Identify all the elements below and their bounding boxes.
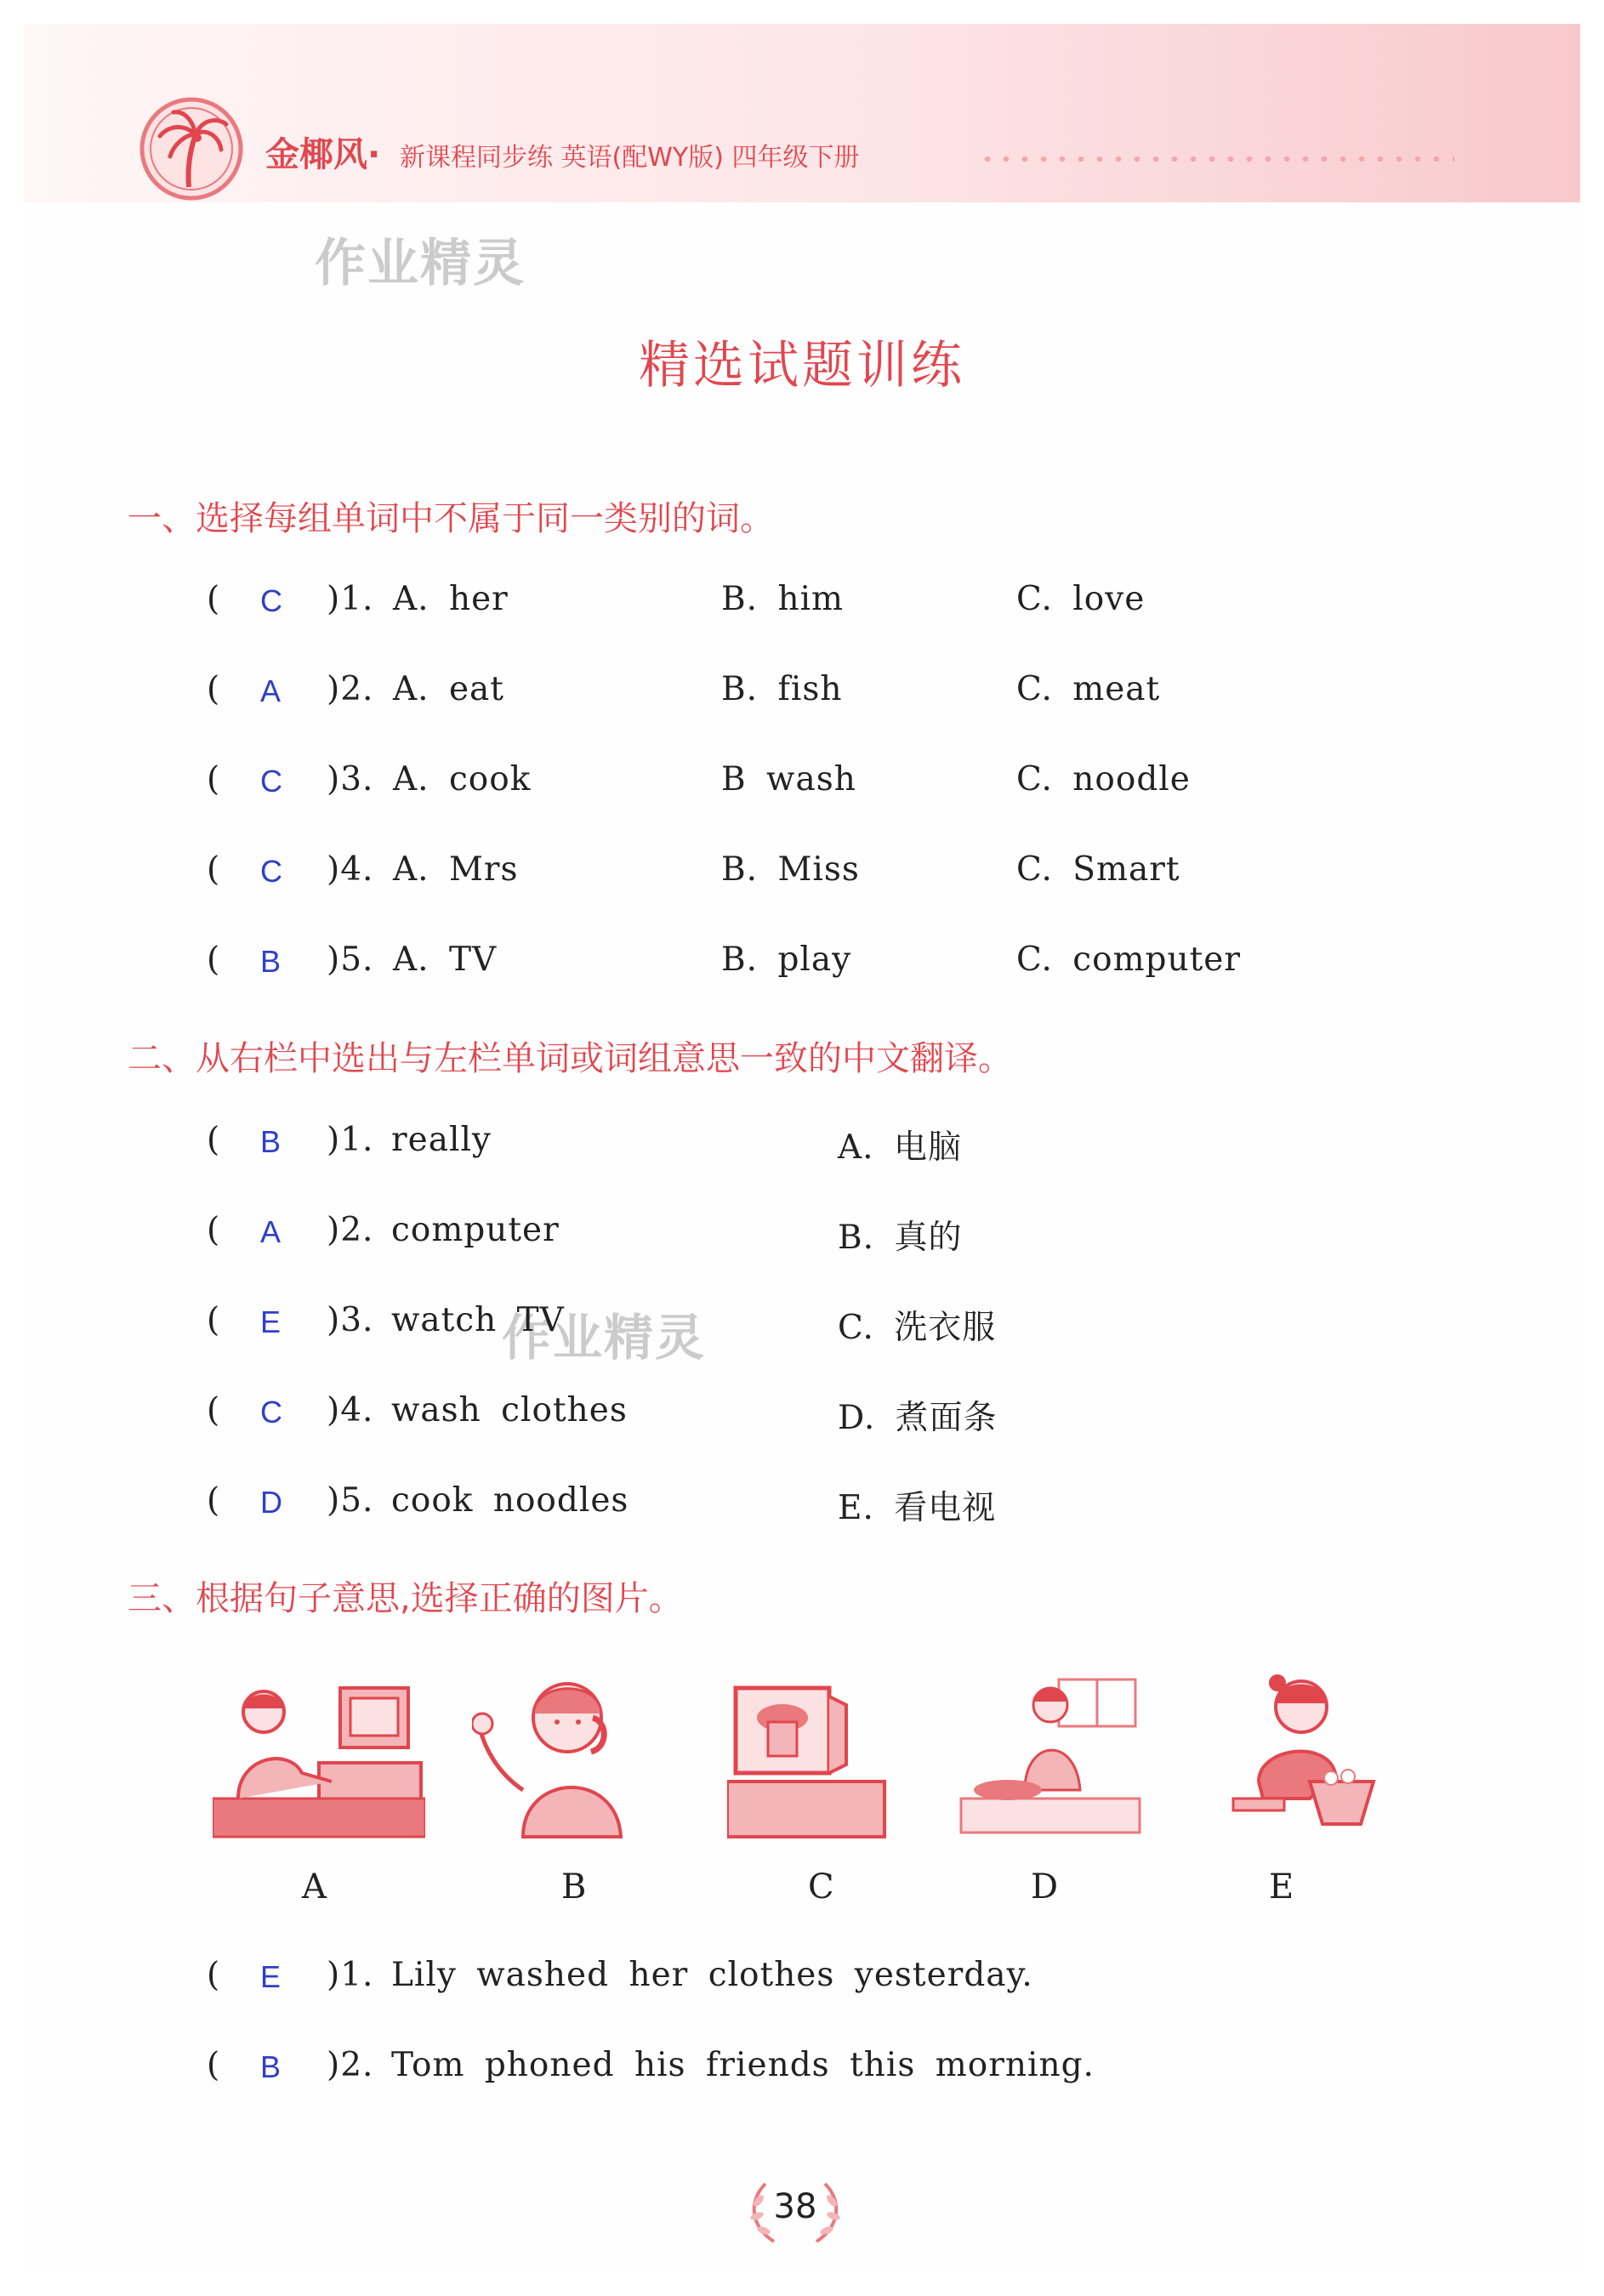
page-number: 38: [773, 2187, 817, 2226]
answer-letter: E: [260, 1304, 282, 1339]
answer-letter: C: [260, 854, 282, 889]
open-paren: (: [207, 760, 220, 798]
chinese-translation: B. 真的: [838, 1219, 963, 1257]
question-number: )2.: [327, 2046, 374, 2084]
section-1-heading: 一、选择每组单词中不属于同一类别的词。: [128, 499, 774, 538]
open-paren: (: [207, 941, 220, 979]
open-paren: (: [207, 850, 220, 889]
answer-letter: C: [260, 1395, 282, 1429]
question-number: )4.: [327, 1391, 374, 1429]
question-number: )3.: [327, 760, 374, 798]
option-c: C. computer: [1016, 941, 1242, 979]
answer-letter: A: [260, 673, 282, 708]
option-c: C. love: [1016, 580, 1146, 618]
answer-letter: E: [260, 1959, 282, 1994]
picture-label: C: [808, 1867, 834, 1907]
coconut-tree-logo-icon: [136, 94, 247, 204]
boy-on-phone-icon: [472, 1671, 642, 1841]
sentence: Tom phoned his friends this morning.: [391, 2046, 1095, 2084]
watermark: 作业精灵: [502, 1309, 707, 1367]
open-paren: (: [207, 2046, 220, 2084]
brand-name: 金椰风·: [265, 135, 381, 174]
answer-letter: B: [260, 2049, 282, 2084]
chinese-translation: E. 看电视: [838, 1489, 997, 1527]
open-paren: (: [207, 1956, 220, 1994]
option-c: C. meat: [1016, 670, 1161, 708]
english-term: watch TV: [391, 1301, 565, 1339]
question-number: )4.: [327, 850, 374, 889]
section-3-heading: 三、根据句子意思,选择正确的图片。: [128, 1579, 683, 1618]
open-paren: (: [207, 1121, 220, 1159]
question-number: )3.: [327, 1301, 374, 1339]
english-term: wash clothes: [391, 1391, 628, 1429]
header-band: [24, 24, 1580, 202]
option-a: A. cook: [393, 760, 532, 798]
open-paren: (: [207, 580, 220, 618]
page-title: 精选试题训练: [639, 336, 965, 395]
answer-letter: B: [260, 1124, 282, 1159]
woman-cooking-icon: [957, 1671, 1144, 1841]
tv-icon: [727, 1671, 889, 1841]
chinese-translation: A. 电脑: [838, 1128, 962, 1167]
chinese-translation: C. 洗衣服: [838, 1309, 997, 1347]
option-b: B. him: [721, 580, 845, 618]
girl-washing-clothes-icon: [1225, 1671, 1378, 1841]
answer-letter: C: [260, 764, 282, 798]
question-number: )2.: [327, 670, 374, 708]
open-paren: (: [207, 670, 220, 708]
picture-label: D: [1031, 1867, 1059, 1907]
question-number: )1.: [327, 1956, 374, 1994]
boy-at-computer-icon: [213, 1671, 425, 1841]
sentence: Lily washed her clothes yesterday.: [391, 1956, 1033, 1994]
answer-letter: D: [260, 1485, 282, 1520]
header-dots: [978, 156, 1454, 162]
open-paren: (: [207, 1211, 220, 1249]
option-c: C. noodle: [1016, 760, 1191, 798]
chinese-translation: D. 煮面条: [838, 1399, 998, 1437]
option-a: A. eat: [393, 670, 504, 708]
question-number: )5.: [327, 941, 374, 979]
watermark: 作业精灵: [315, 234, 526, 293]
question-number: )2.: [327, 1211, 374, 1249]
answer-letter: A: [260, 1214, 282, 1249]
question-number: )1.: [327, 580, 374, 618]
option-b: B. play: [721, 941, 852, 979]
option-a: A. TV: [393, 941, 498, 979]
open-paren: (: [207, 1481, 220, 1520]
open-paren: (: [207, 1391, 220, 1429]
option-c: C. Smart: [1016, 850, 1180, 889]
option-b: B wash: [721, 760, 856, 798]
english-term: really: [391, 1121, 492, 1159]
option-b: B. Miss: [721, 850, 860, 889]
picture-label: A: [302, 1867, 327, 1907]
picture-label: E: [1269, 1867, 1294, 1907]
english-term: computer: [391, 1211, 560, 1249]
option-b: B. fish: [721, 670, 843, 708]
english-term: cook noodles: [391, 1481, 629, 1520]
picture-label: B: [561, 1867, 587, 1907]
option-a: A. Mrs: [393, 850, 519, 889]
question-number: )1.: [327, 1121, 374, 1159]
open-paren: (: [207, 1301, 220, 1339]
book-series-title: 新课程同步练 英语(配WY版) 四年级下册: [400, 143, 860, 173]
question-number: )5.: [327, 1481, 374, 1520]
answer-letter: C: [260, 583, 282, 618]
option-a: A. her: [393, 580, 509, 618]
answer-letter: B: [260, 944, 282, 979]
section-2-heading: 二、从右栏中选出与左栏单词或词组意思一致的中文翻译。: [128, 1039, 1012, 1078]
